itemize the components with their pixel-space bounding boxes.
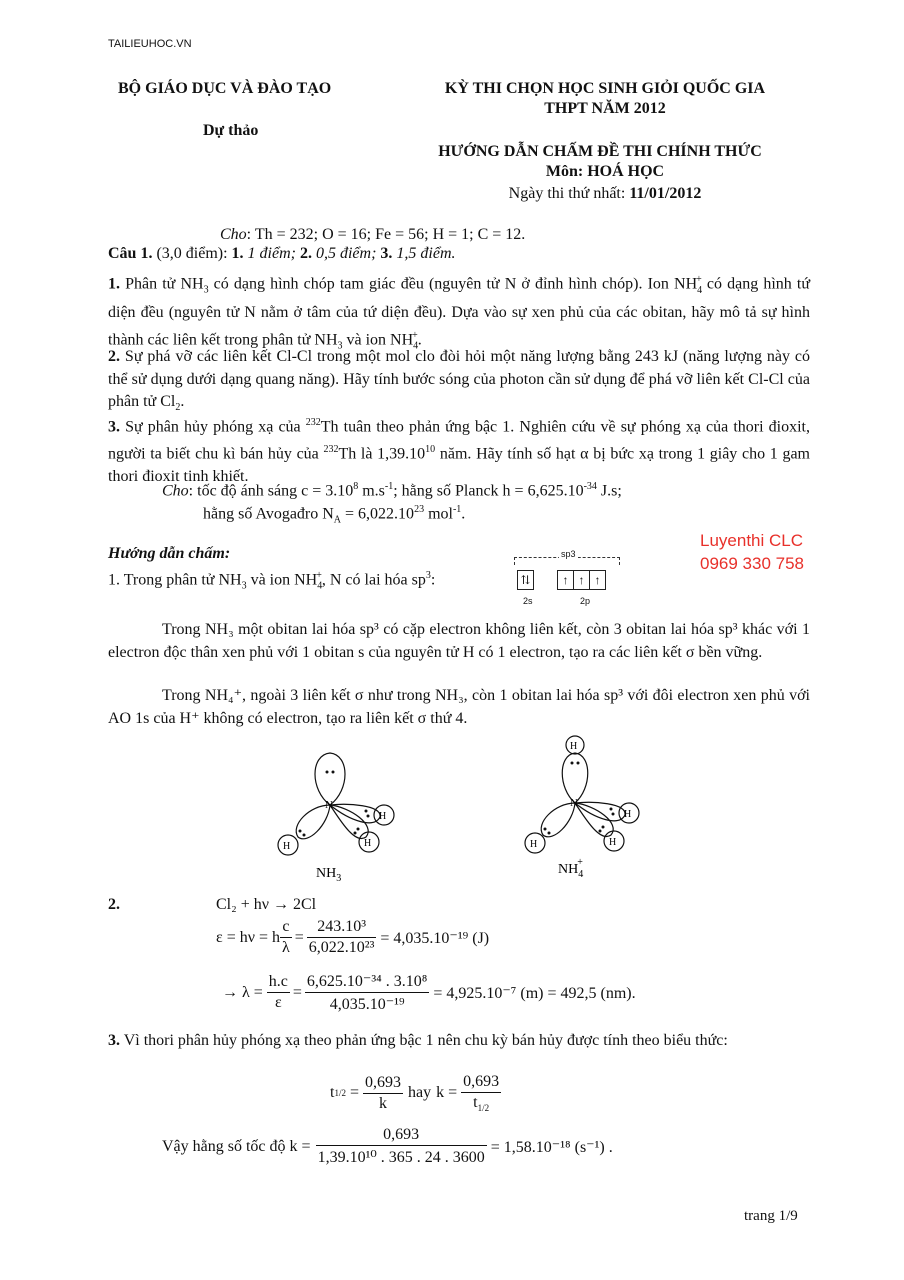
solution-2-reaction: Cl₂ + hν → 2Cl <box>216 896 317 913</box>
question-1-part-3: 3. Sự phân hủy phóng xạ của $^{232}$Th tuân theo phản ứng bậc 1. Nghiên cứu về sự phóng xạ của thori đioxit, người ta biết chu kì bán hủy của $^{232}$Th là 1,39.10$^{10}$ năm. Hãy tính số hạt α bị bức xạ trong 1 giây cho 1 gam thori đioxit tinh khiết. <box>108 417 811 485</box>
watermark-line-1: Luyenthi CLC <box>700 531 804 550</box>
svg-text:H: H <box>624 809 632 820</box>
watermark-line-2: 0969 330 758 <box>700 554 804 573</box>
half-life-formula: t 1/2 = $\frac{0,693}{k}$ hay k = $\frac{0,693}{t_{1/2}}$ <box>330 1073 500 1114</box>
svg-text:H: H <box>570 741 578 752</box>
ministry-title: BỘ GIÁO DỤC VÀ ĐÀO TẠO <box>118 80 332 97</box>
svg-text:H: H <box>364 838 372 849</box>
orbital-diagram <box>514 549 622 611</box>
rate-constant-formula: Vậy hằng số tốc độ k = $\frac{0,693}{\text{1,39.10¹⁰ . 365 . 24 . 3600}}$ = 1,58.10⁻¹⁸ (s⁻¹) . <box>162 1126 613 1166</box>
svg-text:H: H <box>379 811 387 822</box>
svg-text:H: H <box>283 841 291 852</box>
constants-line-2: hằng số Avogađro $N_A = 6,022.10^{23}$ mol$^{-1}$. <box>203 504 466 526</box>
exam-title-line2: THPT NĂM 2012 <box>544 100 666 117</box>
guide-paragraph-1: Trong NH₃ một obitan lai hóa sp³ có cặp electron không liên kết, còn 3 obitan lai hóa sp³ khác với 1 electron độc thân xen phủ với 1 obitan s của nguyên tử H có 1 electron, tạo ra các liên kết σ bền vững. <box>108 621 810 661</box>
nh4-label: $NH_4+$ <box>558 857 584 880</box>
solution-3-text: 3. Vì thori phân hủy phóng xạ theo phản ứng bậc 1 nên chu kỳ bán hủy được tính theo biểu thức: <box>108 1032 728 1049</box>
question-1-part-2: 2. Sự phá vỡ các liên kết Cl-Cl trong một mol clo đòi hỏi một năng lượng bằng 243 kJ (năng lượng này có thể sử dụng dưới dạng quang năng). Hãy tính bước sóng của photon cần sử dụng để phá vỡ liên kết Cl-Cl của phân tử $Cl_2$. <box>108 348 810 414</box>
guide-heading: Hướng dẫn chấm: <box>108 545 231 562</box>
svg-text:H: H <box>530 839 538 850</box>
label-2s: 2s <box>523 596 533 606</box>
site-tag: TAILIEUHOC.VN <box>108 38 192 50</box>
question-1-heading: Câu 1. (3,0 điểm): 1. 1 điểm; 2. 0,5 điểm; 3. 1,5 điểm. <box>108 245 456 262</box>
guide-part-1-intro: 1. Trong phân tử $NH_3$ và ion $NH_4^+$, N có lai hóa $sp^3$: <box>108 570 436 592</box>
sp3-label: sp3 <box>561 549 576 559</box>
svg-text:N: N <box>570 797 578 809</box>
orbital-2s: ⇅ <box>517 570 534 590</box>
nh4-orbital-figure <box>518 733 648 883</box>
label-2p: 2p <box>580 596 591 606</box>
orbital-2p: ↑ ↑ ↑ <box>557 570 606 590</box>
guide-paragraph-2: Trong NH₄⁺, ngoài 3 liên kết σ như trong NH₃, còn 1 obitan lai hóa sp³ với đôi electron xen phủ với AO 1s của H⁺ không có electron, tạo ra liên kết σ thứ 4. <box>108 687 810 727</box>
subject: Môn: HOÁ HỌC <box>545 163 665 180</box>
svg-text:H: H <box>609 837 617 848</box>
exam-date: Ngày thi thứ nhất: 11/01/2012 <box>508 185 702 202</box>
draft-label: Dự thảo <box>203 122 259 139</box>
constants-line-1: Cho: tốc độ ánh sáng $c = 3.10^8$ $m.s^{-1}$; hằng số Planck $h = 6,625.10^{-34}$ J.s; <box>162 481 622 500</box>
nh3-label: $NH_3$ <box>316 866 342 884</box>
n-atom-label: N <box>325 799 333 811</box>
page-number: trang 1/9 <box>744 1208 798 1224</box>
question-1-part-1: 1. Phân tử $NH_3$ có dạng hình chóp tam giác đều (nguyên tử N ở đỉnh hình chóp). Ion $NH_4^+$ có dạng hình tứ diện đều (nguyên tử N nằm ở tâm của tứ diện đều). Dựa vào sự xen phủ của các obitan, hãy mô tả sự hình thành các liên kết trong phân tử $NH_3$ và ion $NH_4^+$. <box>108 274 811 352</box>
energy-equation: ε = hν = h $\frac{c}{\lambda}$ = $\frac{\text{243.10³}}{\text{6,022.10²³}}$ = 4,035.10⁻¹⁹ (J) <box>216 918 490 956</box>
bond-lobe-top <box>562 753 588 803</box>
nh3-orbital-figure <box>270 745 400 885</box>
given-masses: Cho: Th = 232; O = 16; Fe = 56; H = 1; C = 12. <box>220 226 526 243</box>
exam-title-line1: KỲ THI CHỌN HỌC SINH GIỎI QUỐC GIA <box>444 80 766 97</box>
lone-pair-lobe <box>315 753 345 805</box>
wavelength-equation: → λ = $\frac{h.c}{\varepsilon}$ = $\frac{\text{6,625.10⁻³⁴ . 3.10⁸}}{\text{4,035.10⁻¹⁹}}$ = 4,925.10⁻⁷ (m) = 492,5 (nm). <box>222 973 636 1013</box>
guide-title: HƯỚNG DẪN CHẤM ĐỀ THI CHÍNH THỨC <box>438 143 762 160</box>
solution-2-number: 2. <box>108 896 120 913</box>
